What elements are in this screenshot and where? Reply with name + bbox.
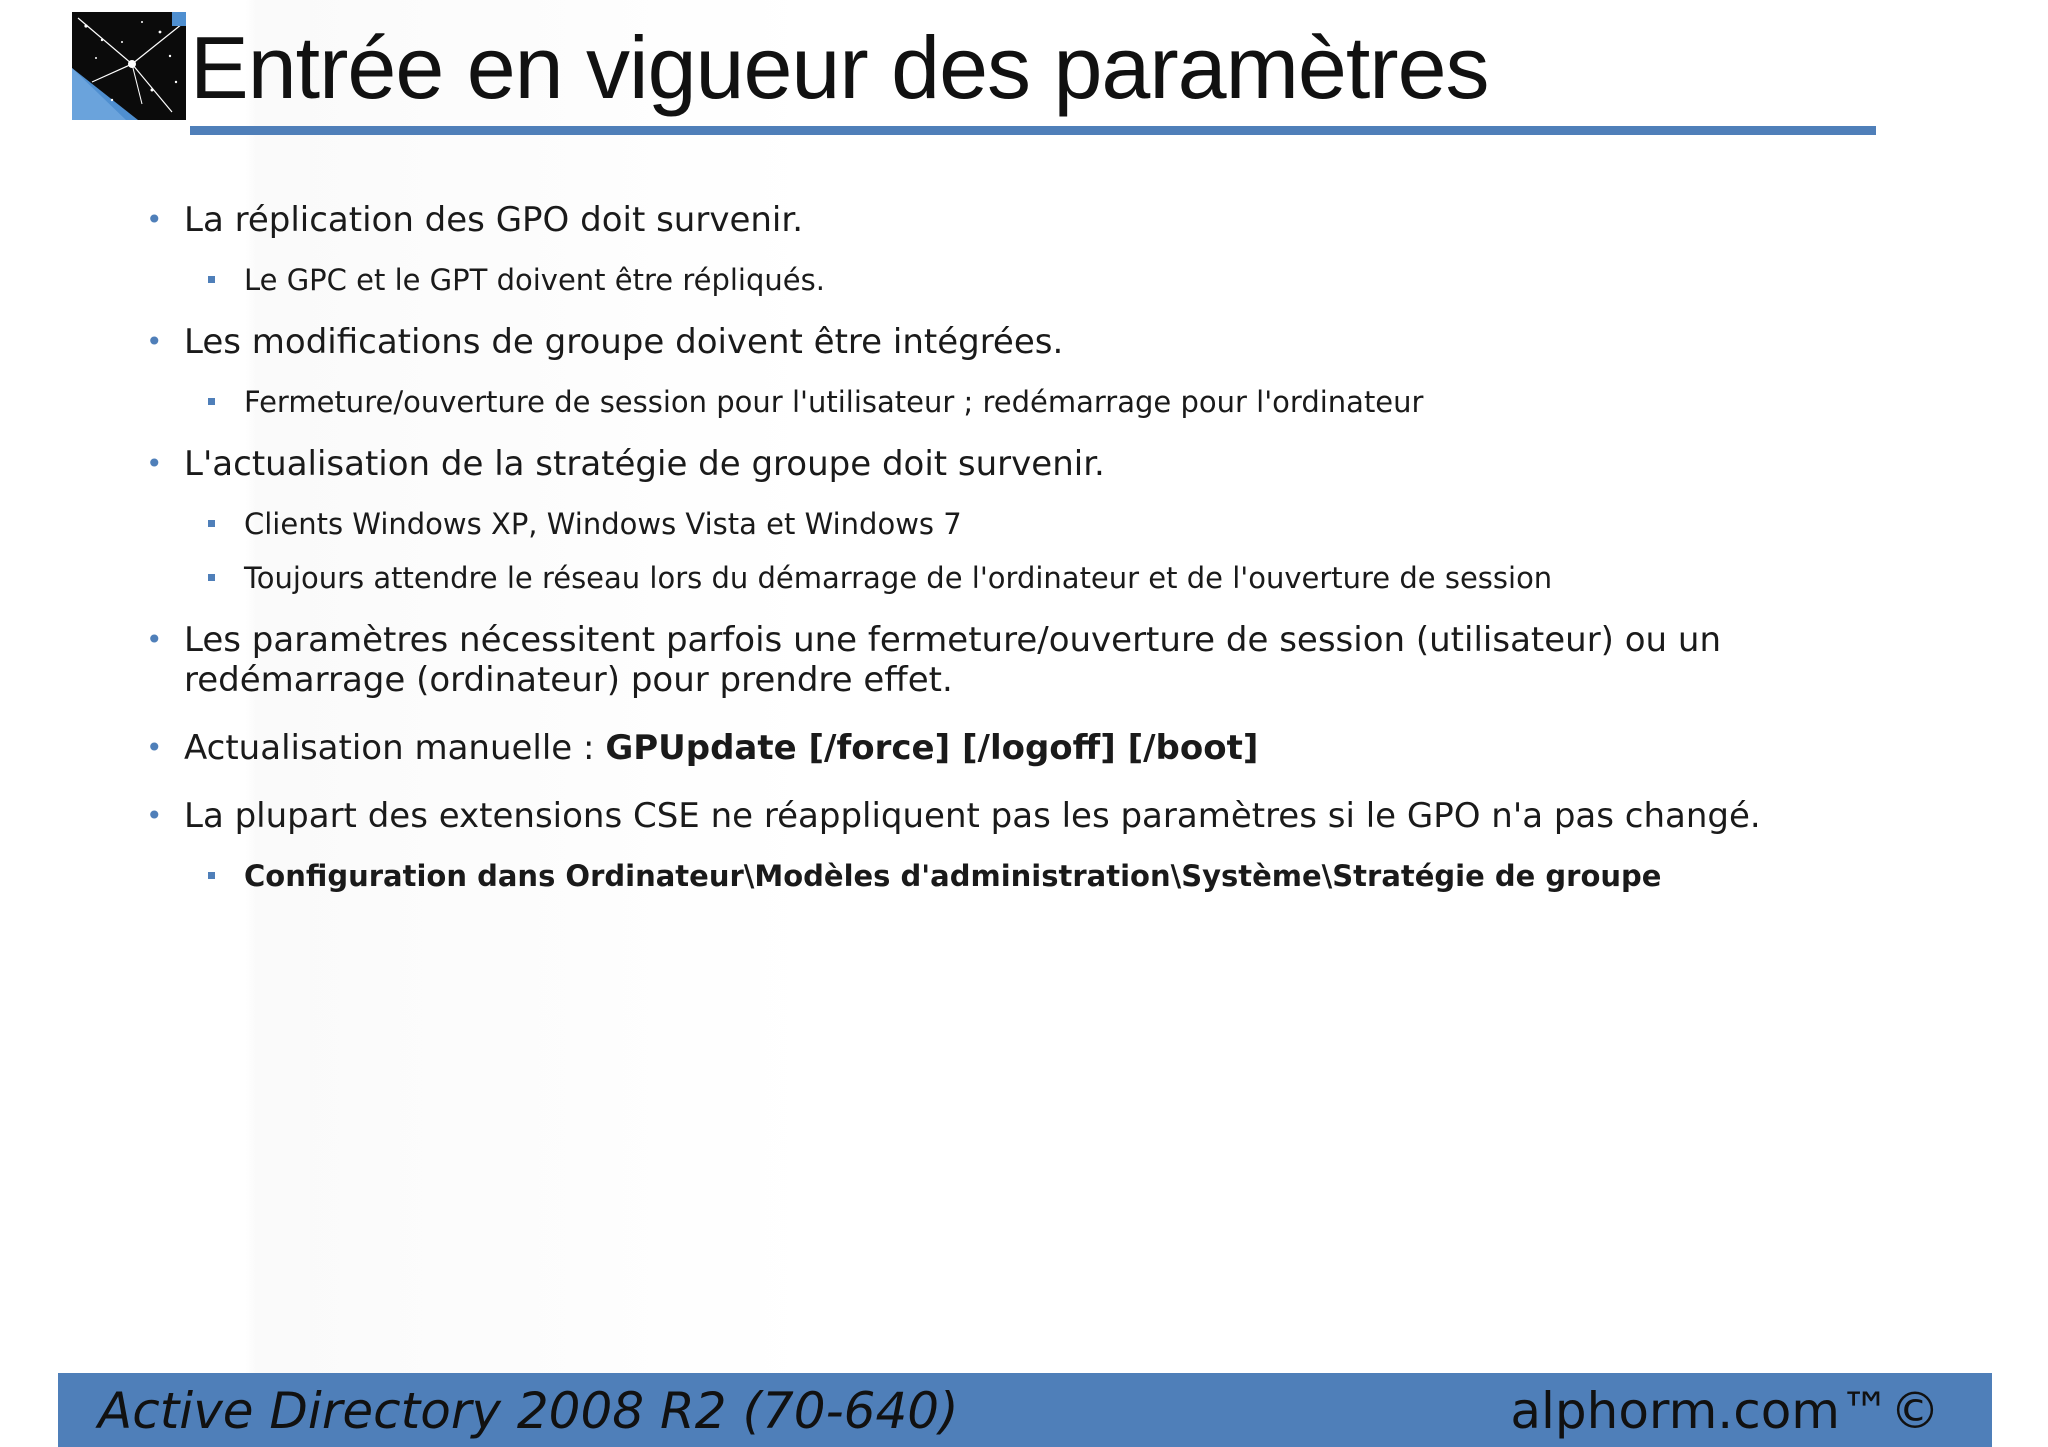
bullet-dot-icon: • (146, 623, 163, 656)
bullet-text: L'actualisation de la stratégie de groupe doit survenir. (184, 444, 1105, 484)
sub-bullet-item (146, 384, 1866, 420)
bullet-item (146, 728, 1866, 768)
sub-bullet-text: Configuration dans Ordinateur\Modèles d'administration\Système\Stratégie de groupe (244, 859, 1662, 893)
bullet-dot-icon: • (146, 203, 163, 236)
bullet-text: Les modifications de groupe doivent être intégrées. (184, 322, 1064, 362)
bullet-dot-icon: • (146, 447, 163, 480)
bullet-item (146, 444, 1866, 484)
sub-bullet-item (146, 506, 1866, 542)
bullet-text: La plupart des extensions CSE ne réappliquent pas les paramètres si le GPO n'a pas changé. (184, 796, 1761, 836)
square-bullet-icon (208, 872, 215, 879)
command-text: GPUpdate [/force] [/logoff] [/boot] (605, 728, 1259, 768)
bullet-text: La réplication des GPO doit survenir. (184, 200, 804, 240)
sub-bullet-text: Toujours attendre le réseau lors du démarrage de l'ordinateur et de l'ouverture de session (244, 561, 1553, 595)
square-bullet-icon (208, 276, 215, 283)
title-underline (190, 126, 1876, 135)
bullet-text-prefix: Actualisation manuelle : (184, 728, 606, 768)
footer-bar (58, 1373, 1992, 1447)
sub-bullet-item (146, 262, 1866, 298)
bullet-dot-icon: • (146, 731, 163, 764)
sub-bullet-item (146, 560, 1866, 596)
bullet-item (146, 200, 1866, 240)
starfield-logo-icon (72, 12, 186, 120)
sub-bullet-item (146, 858, 1866, 894)
bullet-text: Les paramètres nécessitent parfois une fermeture/ouverture de session (utilisateur) ou un redémarrage (ordinateur) pour prendre effet. (184, 620, 1722, 700)
bullet-item (146, 322, 1866, 362)
sub-bullet-text: Clients Windows XP, Windows Vista et Windows 7 (244, 507, 962, 541)
bullet-list (146, 200, 1866, 918)
bullet-item (146, 796, 1866, 836)
sub-bullet-text: Fermeture/ouverture de session pour l'utilisateur ; redémarrage pour l'ordinateur (244, 385, 1424, 419)
sub-bullet-text: Le GPC et le GPT doivent être répliqués. (244, 263, 825, 297)
brand-name: alphorm.com™© (1510, 1382, 1940, 1440)
bullet-dot-icon: • (146, 799, 163, 832)
square-bullet-icon (208, 520, 215, 527)
square-bullet-icon (208, 398, 215, 405)
slide-title: Entrée en vigueur des paramètres (190, 18, 1489, 117)
square-bullet-icon (208, 574, 215, 581)
course-title: Active Directory 2008 R2 (70-640) (98, 1382, 959, 1440)
bullet-item (146, 620, 1866, 700)
bullet-dot-icon: • (146, 325, 163, 358)
